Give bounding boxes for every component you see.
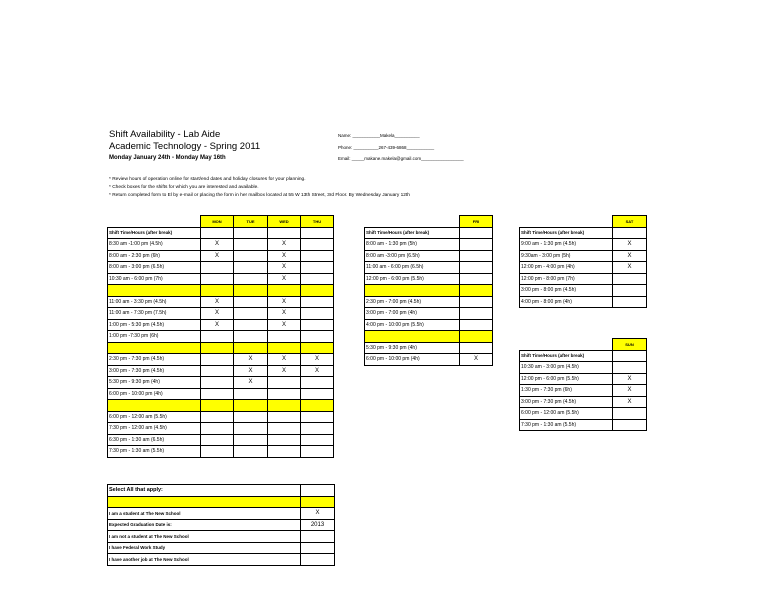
table-row xyxy=(108,411,334,423)
shift-column-header: Shift Time/Hours (after break) xyxy=(520,227,613,239)
shift-label: 10:30 am - 3:00 pm (4.5h) xyxy=(520,362,613,374)
shift-label: 1:00 pm -7:30 pm (6h) xyxy=(108,331,201,343)
checkbox-thu[interactable] xyxy=(301,319,334,331)
checkbox-friday[interactable] xyxy=(460,250,493,262)
shift-label xyxy=(365,285,460,297)
table-row xyxy=(108,508,335,520)
checkbox-mon[interactable] xyxy=(201,377,234,389)
shift-column-header: Shift Time/Hours (after break) xyxy=(365,227,460,239)
shift-label: 6:00 pm - 10:00 pm (4h) xyxy=(108,388,201,400)
sunday-shift-table xyxy=(519,338,647,431)
checkbox-mon[interactable]: X xyxy=(201,308,234,320)
checkbox-wed[interactable]: X xyxy=(268,273,301,285)
checkbox-tue[interactable] xyxy=(234,434,268,446)
shift-label: 6:00 pm - 12:00 am (5.5h) xyxy=(520,408,613,420)
checkbox-wed[interactable] xyxy=(268,434,301,446)
date-range: Monday January 24th - Monday May 16th xyxy=(109,155,226,161)
shift-label: 1:00 pm - 5:30 pm (4.5h) xyxy=(108,319,201,331)
table-row xyxy=(108,331,334,343)
checkbox-wed[interactable] xyxy=(268,411,301,423)
checkbox-tue[interactable] xyxy=(234,262,268,274)
table-row xyxy=(108,354,334,366)
shift-label: 8:00 am -3:00 pm (6.5h) xyxy=(365,250,460,262)
checkbox-sunday[interactable] xyxy=(613,419,647,431)
table-row xyxy=(108,423,334,435)
checkbox-friday[interactable] xyxy=(460,342,493,354)
table-row xyxy=(520,396,647,408)
select-option-value[interactable]: X xyxy=(301,508,335,520)
weekday-shift-table xyxy=(107,215,334,458)
checkbox-mon[interactable] xyxy=(201,273,234,285)
checkbox-mon[interactable] xyxy=(201,354,234,366)
checkbox-sunday[interactable]: X xyxy=(613,385,647,397)
phone-field[interactable]: Phone: __________267-439-6868___________ xyxy=(338,145,435,150)
checkbox-tue[interactable] xyxy=(234,273,268,285)
shift-label xyxy=(108,285,201,297)
shift-column-header: Shift Time/Hours (after break) xyxy=(520,350,613,362)
table-row xyxy=(108,273,334,285)
checkbox-wed[interactable] xyxy=(268,400,301,412)
checkbox-thu[interactable] xyxy=(301,423,334,435)
checkbox-mon[interactable] xyxy=(201,400,234,412)
table-row xyxy=(108,377,334,389)
table-row xyxy=(520,373,647,385)
checkbox-mon[interactable]: X xyxy=(201,296,234,308)
table-row xyxy=(108,308,334,320)
table-row xyxy=(108,239,334,251)
checkbox-thu[interactable] xyxy=(301,377,334,389)
checkbox-sunday[interactable]: X xyxy=(613,396,647,408)
checkbox-friday[interactable] xyxy=(460,285,493,297)
select-option-label: Expected Graduation Date is: xyxy=(108,519,301,531)
checkbox-tue[interactable] xyxy=(234,296,268,308)
checkbox-tue[interactable] xyxy=(234,400,268,412)
table-row xyxy=(108,365,334,377)
checkbox-mon[interactable] xyxy=(201,423,234,435)
table-row xyxy=(520,239,647,251)
saturday-shift-table xyxy=(519,215,647,308)
checkbox-tue[interactable] xyxy=(234,388,268,400)
checkbox-thu[interactable] xyxy=(301,400,334,412)
shift-label: 12:00 pm - 4:00 pm (4h) xyxy=(520,262,613,274)
table-row xyxy=(520,296,647,308)
checkbox-wed[interactable]: X xyxy=(268,365,301,377)
shift-label: 8:30 am -1:00 pm (4.5h) xyxy=(108,239,201,251)
select-option-label: I am not a student at The New School xyxy=(108,531,301,543)
checkbox-saturday[interactable]: X xyxy=(613,250,647,262)
checkbox-mon[interactable] xyxy=(201,446,234,458)
checkbox-tue[interactable] xyxy=(234,342,268,354)
table-row xyxy=(108,285,334,297)
shift-label: 8:00 am - 2:30 pm (6h) xyxy=(108,250,201,262)
select-all-table xyxy=(107,484,335,566)
checkbox-wed[interactable]: X xyxy=(268,250,301,262)
shift-label: 12:00 pm - 8:00 pm (7h) xyxy=(520,273,613,285)
table-row xyxy=(108,542,335,554)
checkbox-thu[interactable]: X xyxy=(301,365,334,377)
shift-label: 7:30 pm - 12:00 am (4.5h) xyxy=(108,423,201,435)
checkbox-friday[interactable] xyxy=(460,239,493,251)
table-row xyxy=(108,519,335,531)
select-option-value[interactable]: 2013 xyxy=(301,519,335,531)
shift-label: 2:30 pm - 7:00 pm (4.5h) xyxy=(365,296,460,308)
checkbox-wed[interactable] xyxy=(268,388,301,400)
shift-label: 3:00 pm - 7:30 pm (4.5h) xyxy=(520,396,613,408)
checkbox-thu[interactable] xyxy=(301,239,334,251)
note-2: * Check boxes for the shifts for which you are interested and available. xyxy=(109,185,259,190)
day-header-wed: WED xyxy=(268,216,301,228)
shift-label xyxy=(365,331,460,343)
checkbox-saturday[interactable]: X xyxy=(613,262,647,274)
checkbox-saturday[interactable] xyxy=(613,296,647,308)
checkbox-mon[interactable] xyxy=(201,411,234,423)
checkbox-wed[interactable] xyxy=(268,377,301,389)
checkbox-friday[interactable] xyxy=(460,273,493,285)
shift-label: 3:00 pm - 8:00 pm (4.5h) xyxy=(520,285,613,297)
checkbox-wed[interactable] xyxy=(268,446,301,458)
shift-label: 2:30 pm - 7:30 pm (4.5h) xyxy=(108,354,201,366)
checkbox-tue[interactable] xyxy=(234,308,268,320)
shift-label: 3:00 pm - 7:30 pm (4.5h) xyxy=(108,365,201,377)
checkbox-tue[interactable]: X xyxy=(234,377,268,389)
table-row xyxy=(365,342,493,354)
checkbox-tue[interactable] xyxy=(234,239,268,251)
table-row xyxy=(520,385,647,397)
checkbox-thu[interactable] xyxy=(301,273,334,285)
form-title: Shift Availability - Lab Aide xyxy=(109,129,221,140)
shift-label: 12:00 pm - 6:00 pm (5.5h) xyxy=(365,273,460,285)
shift-label: 1:30 pm - 7:30 pm (6h) xyxy=(520,385,613,397)
checkbox-sunday[interactable]: X xyxy=(613,373,647,385)
table-row xyxy=(365,262,493,274)
shift-label: 9:00 am - 1:30 pm (4.5h) xyxy=(520,239,613,251)
table-row xyxy=(108,319,334,331)
shift-label: 8:00 am - 3:00 pm (6.5h) xyxy=(108,262,201,274)
checkbox-thu[interactable] xyxy=(301,434,334,446)
table-row xyxy=(108,262,334,274)
select-option-value[interactable] xyxy=(301,554,335,566)
shift-label: 5:30 pm - 9:30 pm (4h) xyxy=(108,377,201,389)
table-row xyxy=(520,250,647,262)
table-row xyxy=(365,250,493,262)
day-header-fri: FRI xyxy=(460,216,493,228)
select-option-value[interactable] xyxy=(301,542,335,554)
checkbox-tue[interactable]: X xyxy=(234,354,268,366)
table-row xyxy=(365,308,493,320)
checkbox-mon[interactable]: X xyxy=(201,239,234,251)
checkbox-thu[interactable] xyxy=(301,331,334,343)
table-row xyxy=(365,239,493,251)
checkbox-tue[interactable] xyxy=(234,411,268,423)
table-row xyxy=(108,434,334,446)
table-row xyxy=(365,273,493,285)
checkbox-wed[interactable] xyxy=(268,342,301,354)
select-option-value[interactable] xyxy=(301,531,335,543)
day-header-sat: SAT xyxy=(613,216,647,228)
checkbox-sunday[interactable] xyxy=(613,408,647,420)
shift-label: 6:00 pm - 10:00 pm (4h) xyxy=(365,354,460,366)
shift-label: 3:00 pm - 7:00 pm (4h) xyxy=(365,308,460,320)
table-row xyxy=(108,388,334,400)
checkbox-mon[interactable] xyxy=(201,434,234,446)
table-row xyxy=(365,319,493,331)
shift-label xyxy=(108,400,201,412)
checkbox-tue[interactable] xyxy=(234,319,268,331)
checkbox-friday[interactable] xyxy=(460,308,493,320)
checkbox-wed[interactable]: X xyxy=(268,319,301,331)
checkbox-friday[interactable]: X xyxy=(460,354,493,366)
select-option-label: I have Federal Work Study xyxy=(108,542,301,554)
checkbox-friday[interactable] xyxy=(460,319,493,331)
checkbox-tue[interactable] xyxy=(234,285,268,297)
checkbox-wed[interactable] xyxy=(268,331,301,343)
table-row xyxy=(365,331,493,343)
checkbox-mon[interactable] xyxy=(201,365,234,377)
shift-label: 10:30 am - 6:00 pm (7h) xyxy=(108,273,201,285)
shift-label: 4:00 pm - 10:00 pm (5.5h) xyxy=(365,319,460,331)
shift-label: 11:00 am - 7:30 pm (7.5h) xyxy=(108,308,201,320)
checkbox-friday[interactable] xyxy=(460,296,493,308)
friday-shift-table xyxy=(364,215,493,366)
select-option-label: I have another job at The New School xyxy=(108,554,301,566)
checkbox-tue[interactable] xyxy=(234,331,268,343)
email-field[interactable]: Email: _____makane.makela@gmail.com_________________ xyxy=(338,156,464,161)
shift-label xyxy=(108,342,201,354)
checkbox-thu[interactable] xyxy=(301,296,334,308)
table-row xyxy=(108,296,334,308)
note-1: * Review hours of operation online for start/end dates and holiday closures for your planning. xyxy=(109,177,306,182)
table-row xyxy=(108,250,334,262)
shift-label: 5:30 pm - 9:30 pm (4h) xyxy=(365,342,460,354)
checkbox-tue[interactable]: X xyxy=(234,365,268,377)
table-row xyxy=(365,285,493,297)
day-header-tue: TUE xyxy=(234,216,268,228)
shift-label: 9:30am - 3:00 pm (5h) xyxy=(520,250,613,262)
table-row xyxy=(520,262,647,274)
checkbox-wed[interactable] xyxy=(268,423,301,435)
name-field[interactable]: Name: ___________Makela__________ xyxy=(338,133,420,138)
checkbox-mon[interactable] xyxy=(201,388,234,400)
checkbox-thu[interactable]: X xyxy=(301,354,334,366)
checkbox-wed[interactable]: X xyxy=(268,354,301,366)
checkbox-thu[interactable] xyxy=(301,285,334,297)
checkbox-thu[interactable] xyxy=(301,308,334,320)
checkbox-thu[interactable] xyxy=(301,342,334,354)
checkbox-mon[interactable] xyxy=(201,285,234,297)
checkbox-mon[interactable]: X xyxy=(201,319,234,331)
checkbox-mon[interactable] xyxy=(201,342,234,354)
table-row xyxy=(365,296,493,308)
checkbox-tue[interactable] xyxy=(234,423,268,435)
shift-label: 12:00 pm - 6:00 pm (5.5h) xyxy=(520,373,613,385)
table-row xyxy=(520,285,647,297)
checkbox-friday[interactable] xyxy=(460,331,493,343)
checkbox-wed[interactable]: X xyxy=(268,296,301,308)
checkbox-saturday[interactable] xyxy=(613,285,647,297)
checkbox-mon[interactable] xyxy=(201,262,234,274)
table-row xyxy=(108,400,334,412)
checkbox-thu[interactable] xyxy=(301,262,334,274)
checkbox-mon[interactable] xyxy=(201,331,234,343)
table-row xyxy=(520,362,647,374)
table-row xyxy=(108,531,335,543)
note-3: * Return completed form to El by e-mail or placing the form in her mailbox located at 55 W 13th Street, 3rd Floor. By Wednesday January 12th xyxy=(109,193,410,198)
shift-label: 11:00 am - 6:00 pm (6.5h) xyxy=(365,262,460,274)
select-option-label: I am a student at The New School xyxy=(108,508,301,520)
checkbox-thu[interactable] xyxy=(301,388,334,400)
form-subtitle: Academic Technology - Spring 2011 xyxy=(109,141,261,152)
checkbox-thu[interactable] xyxy=(301,411,334,423)
checkbox-tue[interactable] xyxy=(234,250,268,262)
table-row xyxy=(520,273,647,285)
shift-label: 6:00 pm - 12:00 am (5.5h) xyxy=(108,411,201,423)
shift-label: 8:00 am - 1:30 pm (5h) xyxy=(365,239,460,251)
day-header-thu: THU xyxy=(301,216,334,228)
table-row xyxy=(520,408,647,420)
table-row xyxy=(108,446,334,458)
table-row xyxy=(365,354,493,366)
day-header-sun: SUN xyxy=(613,339,647,351)
checkbox-thu[interactable] xyxy=(301,446,334,458)
checkbox-wed[interactable] xyxy=(268,285,301,297)
shift-label: 7:30 pm - 1:30 am (5.5h) xyxy=(520,419,613,431)
shift-label: 7:30 pm - 1:30 am (5.5h) xyxy=(108,446,201,458)
table-row xyxy=(520,419,647,431)
checkbox-sunday[interactable] xyxy=(613,362,647,374)
shift-label: 4:00 pm - 8:00 pm (4h) xyxy=(520,296,613,308)
checkbox-saturday[interactable] xyxy=(613,273,647,285)
select-all-header: Select All that apply: xyxy=(108,485,301,497)
shift-column-header: Shift Time/Hours (after break) xyxy=(108,227,201,239)
checkbox-friday[interactable] xyxy=(460,262,493,274)
checkbox-wed[interactable]: X xyxy=(268,262,301,274)
shift-label: 6:30 pm - 1:30 am (6.5h) xyxy=(108,434,201,446)
checkbox-wed[interactable]: X xyxy=(268,308,301,320)
shift-label: 11:00 am - 3:30 pm (4.5h) xyxy=(108,296,201,308)
table-row xyxy=(108,554,335,566)
checkbox-wed[interactable]: X xyxy=(268,239,301,251)
checkbox-thu[interactable] xyxy=(301,250,334,262)
checkbox-saturday[interactable]: X xyxy=(613,239,647,251)
checkbox-tue[interactable] xyxy=(234,446,268,458)
table-row xyxy=(108,342,334,354)
day-header-mon: MON xyxy=(201,216,234,228)
checkbox-mon[interactable]: X xyxy=(201,250,234,262)
